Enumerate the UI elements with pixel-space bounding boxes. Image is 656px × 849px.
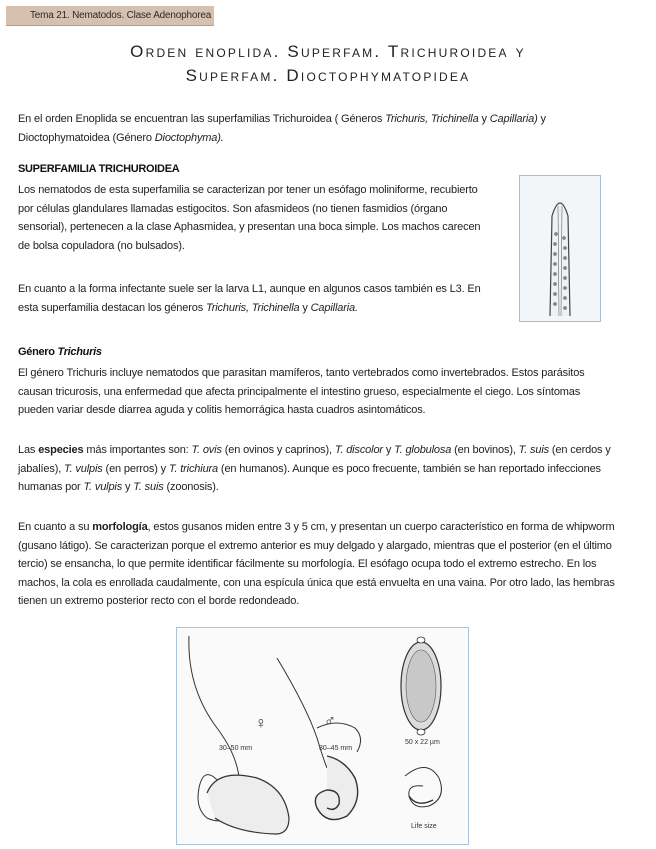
- male-worm-drawing: [277, 658, 361, 820]
- egg-size-label: 50 x 22 µm: [405, 739, 440, 746]
- female-size-label: 30–50 mm: [219, 745, 253, 752]
- male-size-label: 30–45 mm: [319, 745, 353, 752]
- esophagus-illustration: [519, 175, 601, 322]
- superfamily-paragraph-2: En cuanto a la forma infectante suele ser la larva L1, aunque en algunos casos también es L3. En esta superfamilia destacan los géneros Trichuris, Trichinella y Capillaria.: [18, 283, 481, 314]
- female-symbol: ♀: [255, 715, 267, 732]
- page-title-line-1: Orden enoplida. Superfam. Trichuroidea y: [130, 42, 526, 61]
- genus-paragraph: El género Trichuris incluye nematodos que parasitan mamíferos, tanto vertebrados como invertebrados. Estos parásitos causan tricurosis, una enfermedad que afecta principalmente el intestino grueso, especialmente el ciego. Los síntomas pueden variar desde diarrea aguda y colitis hemorrágica hasta cuadros asintomáticos.: [18, 367, 585, 416]
- life-size-label: Life size: [411, 823, 437, 830]
- egg-drawing: [401, 637, 441, 735]
- female-worm-drawing: [189, 636, 289, 834]
- genus-heading: Género Trichuris: [18, 346, 102, 358]
- trichuris-morphology-figure: [176, 627, 469, 845]
- page-title: [20, 40, 636, 88]
- morphology-paragraph: En cuanto a su morfología, estos gusanos miden entre 3 y 5 cm, y presentan un cuerpo característico en forma de whipworm (gusano látigo). Se caracterizan porque el extremo anterior es muy delgado y alargado, mientras que el posterior (en el último tercio) se ensancha, lo que permite identificar fácilmente su morfología. El esófago ocupa todo el extremo estrecho. En los machos, la cola es enrollada caudalmente, con una espícula única que está envuelta en una vaina. Por otro lado, las hembras tienen un extremo posterior recto con el borde redondeado.: [18, 521, 615, 607]
- life-size-drawing: [405, 767, 441, 806]
- intro-paragraph: En el orden Enoplida se encuentran las superfamilias Trichuroidea ( Géneros Trichuris, Trichinella y Capillaria) y Dioctophymatoidea (Género Dioctophyma).: [18, 113, 546, 144]
- page-title-line-2: Superfam. Dioctophymatopidea: [185, 66, 471, 85]
- male-symbol: ♂: [324, 713, 336, 730]
- species-paragraph: Las especies más importantes son: T. ovis (en ovinos y caprinos), T. discolor y T. globulosa (en bovinos), T. suis (en cerdos y jabalíes), T. vulpis (en perros) y T. trichiura (en humanos). Aunque es poco frecuente, también se han reportado infecciones humanas por T. vulpis y T. suis (zoonosis).: [18, 444, 611, 493]
- superfamily-heading: SUPERFAMILIA TRICHUROIDEA: [18, 163, 180, 175]
- chapter-header-tab: Tema 21. Nematodos. Clase Adenophorea: [6, 6, 214, 26]
- superfamily-paragraph-1: Los nematodos de esta superfamilia se caracterizan por tener un esófago moliniforme, recubierto por células glandulares llamadas estigocitos. Son afasmideos (no tienen fasmidios (órgano sensorial), pertenecen a la clase Aphasmidea, y presentan una boca simple. Los machos carecen de bolsa copuladora (no bulsados).: [18, 184, 481, 252]
